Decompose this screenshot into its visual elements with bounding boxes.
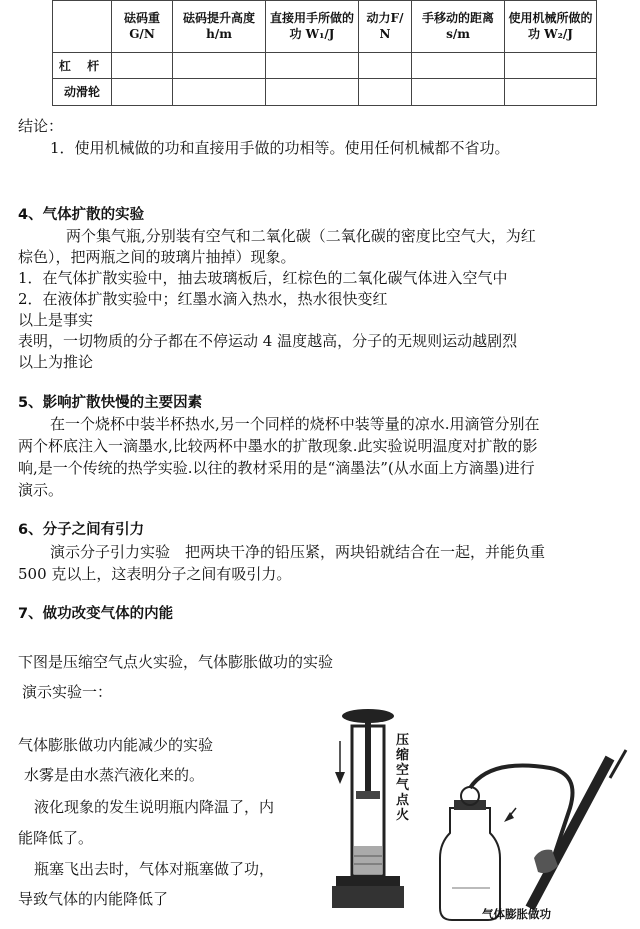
table-cell	[266, 52, 359, 79]
paragraph-line: 演示实验一：	[22, 683, 113, 701]
table-cell	[505, 52, 597, 79]
table-header-cell	[53, 1, 112, 53]
conclusion-item: 1．使用机械做的功和直接用手做的功相等。使用任何机械都不省功。	[50, 139, 510, 157]
table-row	[53, 52, 597, 79]
table-row	[53, 79, 597, 106]
table-cell	[359, 79, 412, 106]
table-header-cell: 动力F/ N	[359, 1, 412, 53]
paragraph-line: 2．在液体扩散实验中；红墨水滴入热水，热水很快变红	[18, 290, 388, 308]
table-cell	[266, 79, 359, 106]
paragraph-line: 瓶塞飞出去时，气体对瓶塞做了功，	[34, 860, 275, 878]
paragraph-line: 以上为推论	[18, 353, 94, 371]
paragraph-line: 气体膨胀做功内能减少的实验	[18, 736, 214, 754]
paragraph-line: 两个杯底注入一滴墨水,比较两杯中墨水的扩散现象.此实验说明温度对扩散的影	[18, 437, 538, 455]
paragraph-line: 500 克以上，这表明分子之间有吸引力。	[18, 565, 292, 583]
paragraph-line: 能降低了。	[18, 829, 94, 847]
table-cell: 动滑轮	[53, 79, 112, 106]
table-cell: 杠 杆	[53, 52, 112, 79]
conclusion-label: 结论：	[18, 117, 64, 135]
paragraph-line: 演示分子引力实验 把两块干净的铅压紧，两块铅就结合在一起，并能负重	[50, 543, 546, 561]
table-cell	[359, 52, 412, 79]
table-header-cell: 使用机械所做的功 W₂/J	[505, 1, 597, 53]
paragraph-line: 水雾是由水蒸汽液化来的。	[24, 766, 205, 784]
gas-expansion-illustration	[430, 748, 630, 928]
paragraph-line: 导致气体的内能降低了	[18, 890, 169, 908]
table-header-cell: 砝码提升高度h/m	[173, 1, 266, 53]
paragraph-line: 演示。	[18, 481, 64, 499]
figure-vertical-label: 压缩空气点火	[396, 733, 410, 823]
section-heading: 7、做功改变气体的内能	[18, 606, 174, 622]
data-table	[52, 0, 597, 106]
fire-syringe-illustration	[332, 706, 428, 916]
figure-caption: 气体膨胀做功	[482, 907, 551, 921]
section-heading: 6、分子之间有引力	[18, 522, 145, 538]
table-cell	[412, 52, 505, 79]
table-cell	[173, 79, 266, 106]
table-cell	[412, 79, 505, 106]
table-cell	[112, 52, 173, 79]
paragraph-line: 液化现象的发生说明瓶内降温了，内	[34, 798, 275, 816]
table-header-cell: 砝码重G/N	[112, 1, 173, 53]
table-header-cell: 手移动的距离s/m	[412, 1, 505, 53]
section-heading: 4、气体扩散的实验	[18, 207, 145, 223]
paragraph-line: 在一个烧杯中装半杯热水,另一个同样的烧杯中装等量的凉水.用滴管分别在	[50, 415, 540, 433]
paragraph-line: 以上是事实	[18, 311, 94, 329]
table-cell	[505, 79, 597, 106]
paragraph-line: 响,是一个传统的热学实验.以往的教材采用的是“滴墨法”(从水面上方滴墨)进行	[18, 459, 535, 477]
table-header-cell: 直接用手所做的功 W₁/J	[266, 1, 359, 53]
paragraph-line: 1．在气体扩散实验中，抽去玻璃板后，红棕色的二氧化碳气体进入空气中	[18, 269, 508, 287]
paragraph-line: 表明，一切物质的分子都在不停运动 4 温度越高，分子的无规则运动越剧烈	[18, 332, 518, 350]
paragraph-line: 两个集气瓶,分别装有空气和二氧化碳（二氧化碳的密度比空气大，为红	[66, 227, 536, 245]
paragraph-line: 下图是压缩空气点火实验，气体膨胀做功的实验	[18, 653, 334, 671]
paragraph-line: 棕色），把两瓶之间的玻璃片抽掉）现象。	[18, 248, 296, 266]
table-cell	[112, 79, 173, 106]
table-cell	[173, 52, 266, 79]
section-heading: 5、影响扩散快慢的主要因素	[18, 395, 203, 411]
table-header-row	[53, 1, 597, 53]
